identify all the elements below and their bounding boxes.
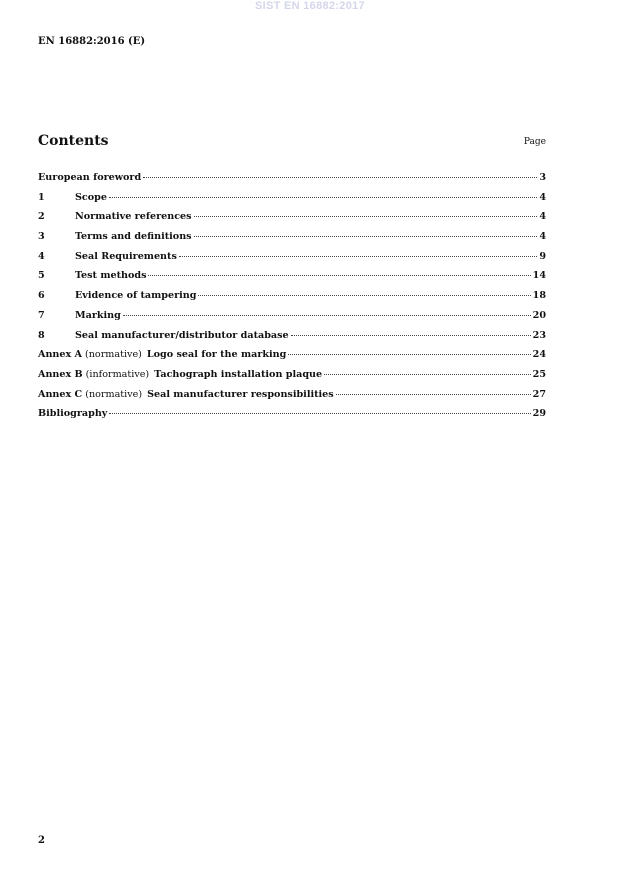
toc-entry-title: Tachograph installation plaque [154, 368, 323, 380]
toc-entry-number: 2 [38, 211, 45, 223]
toc-entry-clause-6[interactable] [38, 290, 546, 310]
toc-entry-title: Marking [75, 309, 121, 321]
toc-entry-page: 4 [539, 191, 546, 203]
dot-leader [148, 275, 530, 276]
annex-label: Annex A [38, 349, 83, 361]
toc-entry-number: 5 [38, 270, 45, 282]
toc-entry-title: Terms and definitions [75, 231, 192, 243]
toc-entry-page: 20 [532, 309, 546, 321]
document-id: EN 16882:2016 (E) [38, 36, 146, 47]
toc-entry-bibliography[interactable] [38, 408, 546, 428]
toc-entry-clause-5[interactable] [38, 270, 546, 290]
toc-entry-page: 25 [532, 368, 546, 380]
toc-entry-number: 3 [38, 231, 45, 243]
toc-entry-page: 24 [532, 349, 546, 361]
page-column-label: Page [523, 137, 546, 147]
toc-entry-clause-4[interactable] [38, 251, 546, 271]
toc-entry-title: Evidence of tampering [75, 290, 197, 302]
dot-leader [288, 354, 530, 355]
toc-entry-title: Logo seal for the marking [146, 349, 287, 361]
watermark: SIST EN 16882:2017 [255, 0, 365, 12]
toc-entry-title: Scope [75, 191, 107, 203]
annex-label: Annex B [38, 368, 83, 380]
toc-entry-page: 3 [539, 172, 546, 183]
toc-entry-title: Seal Requirements [75, 250, 177, 262]
dot-leader [291, 335, 531, 336]
annex-type: (informative) [85, 368, 150, 380]
toc-entry-page: 29 [532, 408, 546, 420]
toc-entry-annex-b[interactable] [38, 369, 546, 389]
toc-entry-number: 1 [38, 191, 45, 203]
dot-leader [123, 315, 531, 316]
toc-entry-title: Normative references [75, 211, 192, 223]
toc-entry-page: 27 [532, 388, 546, 400]
toc-entry-number: 6 [38, 290, 45, 302]
page-number: 2 [38, 835, 45, 846]
toc-entry-page: 14 [532, 270, 546, 282]
toc-entry-title: Bibliography [38, 408, 108, 420]
toc-entry-title: Test methods [75, 270, 147, 282]
toc-entry-title: Seal manufacturer responsibilities [147, 388, 334, 400]
toc-entry-page: 18 [532, 290, 546, 302]
toc-entry-annex-a[interactable] [38, 349, 546, 369]
toc-entry-page: 4 [539, 211, 546, 223]
annex-type: (normative) [85, 349, 142, 361]
toc-entry-page: 23 [532, 329, 546, 341]
toc-entry-number: 7 [38, 309, 45, 321]
toc-entry-foreword[interactable] [38, 172, 546, 192]
toc-entry-page: 4 [539, 231, 546, 243]
toc-entry-clause-1[interactable] [38, 192, 546, 212]
dot-leader [179, 256, 537, 257]
dot-leader [324, 374, 531, 375]
toc-entry-number: 4 [38, 250, 45, 262]
page-title: Contents [38, 133, 109, 149]
dot-leader [198, 295, 530, 296]
toc-entry-page: 9 [539, 250, 546, 262]
dot-leader [109, 197, 537, 198]
dot-leader [194, 216, 538, 217]
table-of-contents [38, 172, 546, 428]
toc-entry-clause-3[interactable] [38, 231, 546, 251]
annex-type: (normative) [85, 388, 143, 400]
toc-entry-title: European foreword [38, 172, 142, 183]
toc-entry-clause-2[interactable] [38, 211, 546, 231]
toc-entry-annex-c[interactable] [38, 389, 546, 409]
dot-leader [336, 394, 531, 395]
toc-entry-title: Seal manufacturer/distributor database [75, 329, 289, 341]
dot-leader [143, 177, 537, 178]
toc-entry-clause-7[interactable] [38, 310, 546, 330]
annex-label: Annex C [38, 388, 83, 400]
dot-leader [109, 413, 530, 414]
toc-entry-clause-8[interactable] [38, 330, 546, 350]
dot-leader [194, 236, 538, 237]
toc-entry-number: 8 [38, 329, 45, 341]
